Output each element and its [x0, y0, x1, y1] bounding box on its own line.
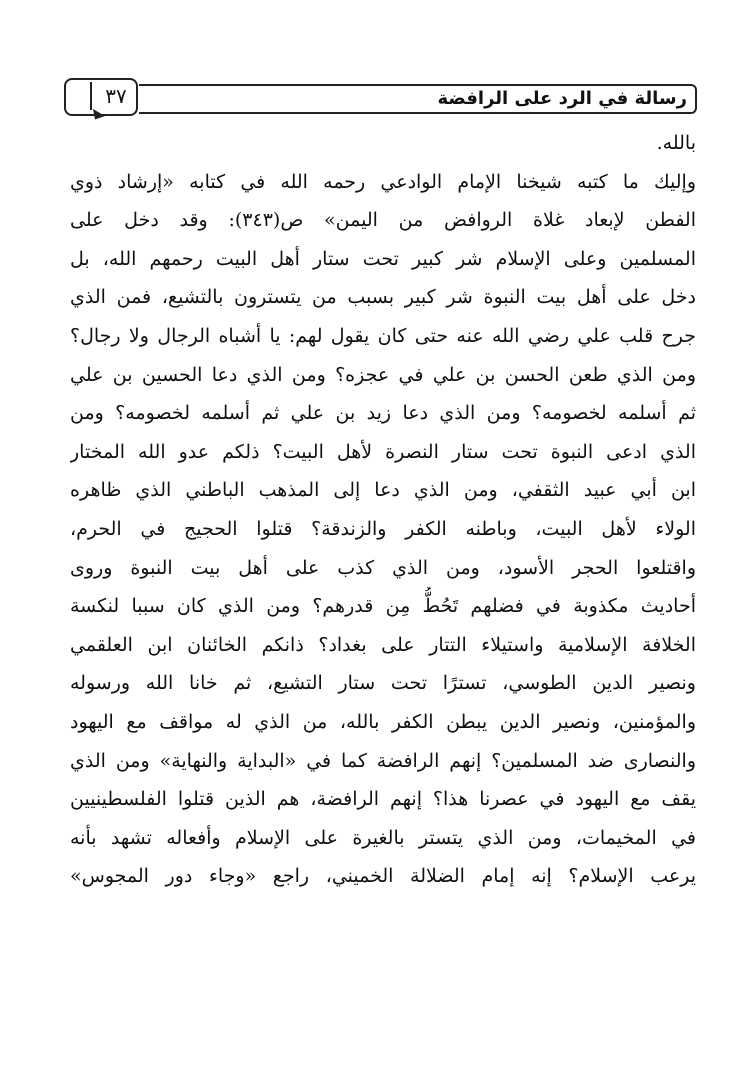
- text-line: ونصير الدين الطوسي، تسترًا تحت ستار التشيع، ثم خانا الله ورسوله: [70, 672, 696, 695]
- header-title: رسالة في الرد على الرافضة: [437, 88, 687, 109]
- body-text: [70, 124, 696, 896]
- text-line: واقتلعوا الحجر الأسود، ومن الذي كذب على أهل بيت النبوة وروى: [70, 556, 696, 579]
- corner-ornament-icon: [89, 109, 105, 123]
- text-line: الذي ادعى النبوة تحت ستار النصرة لأهل البيت؟ ذلكم عدو الله المختار: [70, 440, 696, 463]
- text-line: بالله.: [656, 132, 696, 154]
- page-number-divider: [90, 82, 136, 110]
- page-number-frame: [64, 78, 138, 116]
- text-line: المسلمين وعلى الإسلام شر كبير تحت ستار أهل البيت رحمهم الله، بل: [70, 247, 696, 270]
- text-line: يرعب الإسلام؟ إنه إمام الضلالة الخميني، راجع «وجاء دور المجوس»: [70, 865, 696, 888]
- text-line: ابن أبي عبيد الثقفي، ومن الذي دعا إلى المذهب الباطني الذي ظاهره: [70, 479, 696, 502]
- text-line: والنصارى ضد المسلمين؟ إنهم الرافضة كما في «البداية والنهاية» ومن الذي: [70, 749, 696, 772]
- text-line: ومن الذي طعن الحسن بن علي في عجزه؟ ومن الذي دعا الحسين بن علي: [70, 363, 696, 386]
- text-line: والمؤمنين، ونصير الدين يبطن الكفر بالله، من الذي له مواقف مع اليهود: [70, 710, 696, 733]
- text-line: أحاديث مكذوبة في فضلهم تَحُطُّ مِن قدرهم؟ ومن الذي كان سببا لنكسة: [70, 595, 696, 618]
- text-line: في المخيمات، ومن الذي يتستر بالغيرة على الإسلام وأفعاله تشهد بأنه: [70, 826, 696, 849]
- header-title-frame: [139, 84, 697, 114]
- text-line: وإليك ما كتبه شيخنا الإمام الوادعي رحمه الله في كتابه «إرشاد ذوي: [70, 170, 696, 193]
- page-number: ٣٧: [105, 84, 127, 108]
- text-line: الفطن لإبعاد غلاة الروافض من اليمن» ص(٣٤٣): وقد دخل على: [70, 209, 696, 232]
- text-line: ثم أسلمه لخصومه؟ ومن الذي دعا زيد بن علي ثم أسلمه لخصومه؟ ومن: [70, 402, 696, 425]
- text-line: دخل على أهل بيت النبوة شر كبير بسبب من يتسترون بالتشيع، فمن الذي: [70, 286, 696, 309]
- text-line: جرح قلب علي رضي الله عنه حتى كان يقول لهم: يا أشباه الرجال ولا رجال؟: [70, 324, 696, 347]
- running-header: [64, 74, 699, 114]
- text-line: يقف مع اليهود في عصرنا هذا؟ إنهم الرافضة، هم الذين قتلوا الفلسطينيين: [70, 788, 696, 811]
- text-line: الولاء لأهل البيت، وباطنه الكفر والزندقة؟ قتلوا الحجيج في الحرم،: [70, 517, 696, 540]
- text-line: الخلافة الإسلامية واستيلاء التتار على بغداد؟ ذانكم الخائنان ابن العلقمي: [70, 633, 696, 656]
